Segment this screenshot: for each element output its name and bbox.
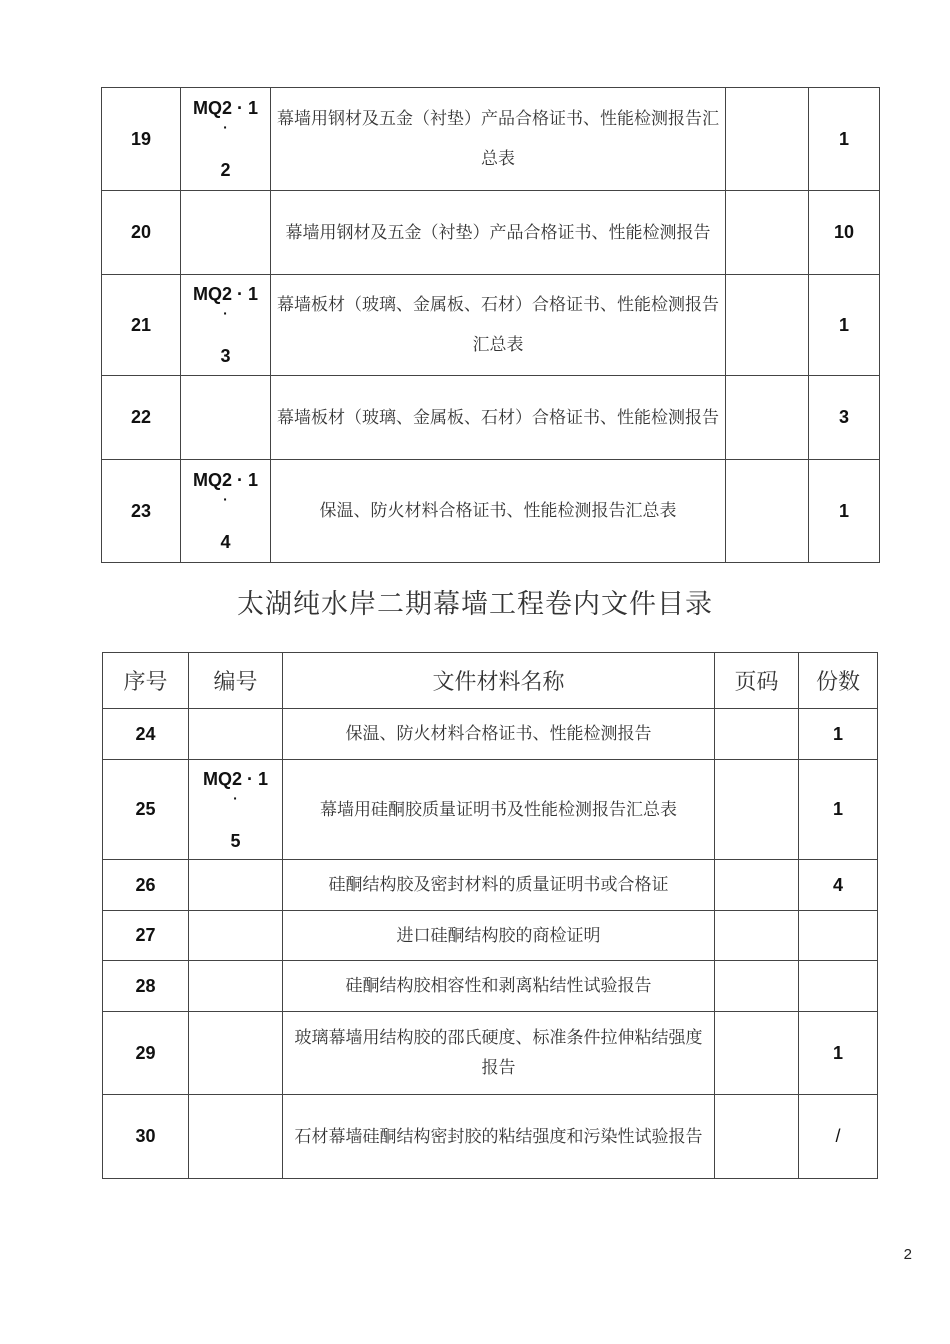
- seq-cell: 21: [102, 275, 181, 376]
- count-cell: 1: [799, 709, 878, 760]
- count-cell: /: [799, 1095, 878, 1179]
- code-cell: MQ2 · 1 · 2: [181, 88, 271, 191]
- count-cell: [799, 911, 878, 961]
- page-cell: [715, 709, 799, 760]
- page-cell: [715, 860, 799, 911]
- count-cell: [799, 961, 878, 1012]
- table-row: [102, 88, 880, 191]
- table-row: [103, 961, 878, 1012]
- table-row: [103, 709, 878, 760]
- code-cell: [181, 376, 271, 460]
- code-cell: MQ2 · 1 · 3: [181, 275, 271, 376]
- seq-cell: 22: [102, 376, 181, 460]
- header-seq: 序号: [103, 653, 189, 709]
- seq-cell: 25: [103, 760, 189, 860]
- file-name-cell: 硅酮结构胶相容性和剥离粘结性试验报告: [283, 961, 715, 1012]
- file-list-table-continued: [101, 87, 880, 563]
- seq-cell: 26: [103, 860, 189, 911]
- header-code: 编号: [189, 653, 283, 709]
- file-name-cell: 玻璃幕墙用结构胶的邵氏硬度、标准条件拉伸粘结强度报告: [283, 1012, 715, 1095]
- table-row: [102, 376, 880, 460]
- seq-cell: 24: [103, 709, 189, 760]
- count-cell: 10: [809, 191, 880, 275]
- header-name: 文件材料名称: [283, 653, 715, 709]
- page-cell: [715, 911, 799, 961]
- code-cell: [189, 860, 283, 911]
- table-row: [102, 191, 880, 275]
- table-row: [102, 275, 880, 376]
- count-cell: 4: [799, 860, 878, 911]
- file-name-cell: 硅酮结构胶及密封材料的质量证明书或合格证: [283, 860, 715, 911]
- code-cell: [189, 911, 283, 961]
- code-cell: [189, 1012, 283, 1095]
- file-list-table: [102, 652, 878, 1179]
- page-cell: [715, 760, 799, 860]
- header-page: 页码: [715, 653, 799, 709]
- header-count: 份数: [799, 653, 878, 709]
- page-cell: [726, 376, 809, 460]
- seq-cell: 30: [103, 1095, 189, 1179]
- table-row: [103, 760, 878, 860]
- seq-cell: 29: [103, 1012, 189, 1095]
- table-row: [103, 860, 878, 911]
- file-name-cell: 进口硅酮结构胶的商检证明: [283, 911, 715, 961]
- count-cell: 1: [799, 1012, 878, 1095]
- table-row: [103, 1095, 878, 1179]
- file-name-cell: 保温、防火材料合格证书、性能检测报告汇总表: [271, 460, 726, 563]
- count-cell: 1: [809, 275, 880, 376]
- table-row: [103, 1012, 878, 1095]
- seq-cell: 27: [103, 911, 189, 961]
- page-cell: [715, 1012, 799, 1095]
- seq-cell: 19: [102, 88, 181, 191]
- code-cell: MQ2 · 1 · 5: [189, 760, 283, 860]
- file-name-cell: 幕墙板材（玻璃、金属板、石材）合格证书、性能检测报告汇总表: [271, 275, 726, 376]
- file-name-cell: 保温、防火材料合格证书、性能检测报告: [283, 709, 715, 760]
- page-cell: [726, 460, 809, 563]
- code-cell: [181, 191, 271, 275]
- code-cell: [189, 961, 283, 1012]
- count-cell: 1: [809, 88, 880, 191]
- count-cell: 1: [809, 460, 880, 563]
- page-cell: [726, 88, 809, 191]
- page-cell: [715, 961, 799, 1012]
- document-title: 太湖纯水岸二期幕墙工程卷内文件目录: [237, 589, 713, 620]
- code-cell: MQ2 · 1 · 4: [181, 460, 271, 563]
- seq-cell: 20: [102, 191, 181, 275]
- page-cell: [726, 275, 809, 376]
- code-cell: [189, 1095, 283, 1179]
- seq-cell: 23: [102, 460, 181, 563]
- page-number: 2: [903, 1246, 912, 1263]
- file-name-cell: 幕墙用硅酮胶质量证明书及性能检测报告汇总表: [283, 760, 715, 860]
- count-cell: 3: [809, 376, 880, 460]
- page-cell: [726, 191, 809, 275]
- count-cell: 1: [799, 760, 878, 860]
- file-name-cell: 幕墙用钢材及五金（衬垫）产品合格证书、性能检测报告汇总表: [271, 88, 726, 191]
- file-name-cell: 幕墙用钢材及五金（衬垫）产品合格证书、性能检测报告: [271, 191, 726, 275]
- table-row: [103, 911, 878, 961]
- seq-cell: 28: [103, 961, 189, 1012]
- page-cell: [715, 1095, 799, 1179]
- table-header-row: [103, 653, 878, 709]
- code-cell: [189, 709, 283, 760]
- file-name-cell: 石材幕墙硅酮结构密封胶的粘结强度和污染性试验报告: [283, 1095, 715, 1179]
- file-name-cell: 幕墙板材（玻璃、金属板、石材）合格证书、性能检测报告: [271, 376, 726, 460]
- table-row: [102, 460, 880, 563]
